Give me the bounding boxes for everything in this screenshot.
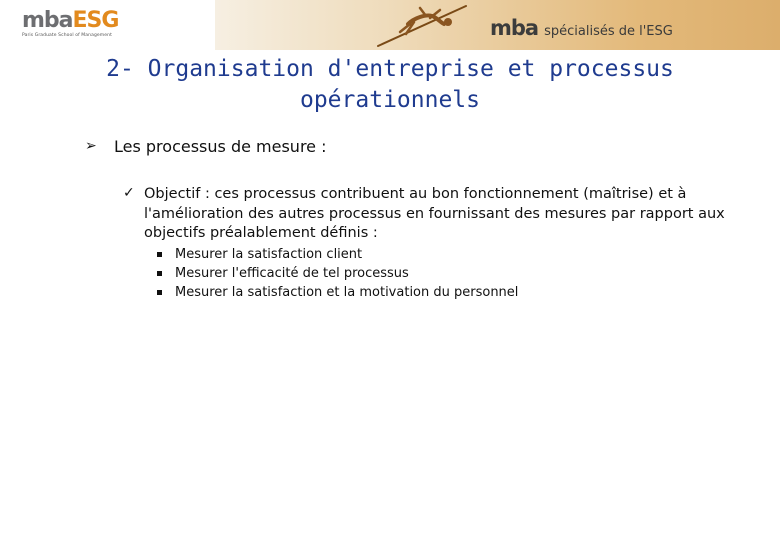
square-bullet-icon — [157, 290, 162, 295]
bullet-level-2-text: Objectif : ces processus contribuent au bon fonctionnement (maîtrise) et à l'amélioration des autres processus en fournissant des mesures par rapport aux objectifs préalablement définis : — [144, 186, 725, 241]
logo-wordmark — [22, 10, 118, 32]
list-item-text: Mesurer la satisfaction client — [175, 247, 363, 262]
list-item-text: Mesurer l'efficacité de tel processus — [175, 266, 409, 281]
logo-mba-text: mba — [22, 8, 73, 33]
checkmark-bullet-icon: ✓ — [123, 185, 135, 201]
square-bullet-icon — [157, 271, 162, 276]
arrow-bullet-icon: ➢ — [85, 138, 97, 154]
slide-title — [60, 54, 720, 116]
bullet-level-1-text: Les processus de mesure : — [114, 137, 327, 156]
pole-vaulter-image — [370, 2, 480, 48]
header-banner — [0, 0, 780, 50]
logo-subtitle: Paris Graduate School of Management — [22, 33, 112, 38]
brand-mba-text: mba — [490, 16, 539, 40]
logo-esg-text: ESG — [72, 8, 119, 33]
banner-divider — [203, 0, 215, 50]
slide-title-line-2: opérationnels — [299, 87, 480, 113]
slide-title-line-1: 2- Organisation d'entreprise et processus — [106, 56, 674, 82]
list-item-text: Mesurer la satisfaction et la motivation du personnel — [175, 285, 519, 300]
brand-title — [490, 16, 673, 40]
brand-tagline: spécialisés de l'ESG — [544, 24, 673, 39]
square-bullet-icon — [157, 252, 162, 257]
mba-esg-logo — [22, 10, 118, 38]
